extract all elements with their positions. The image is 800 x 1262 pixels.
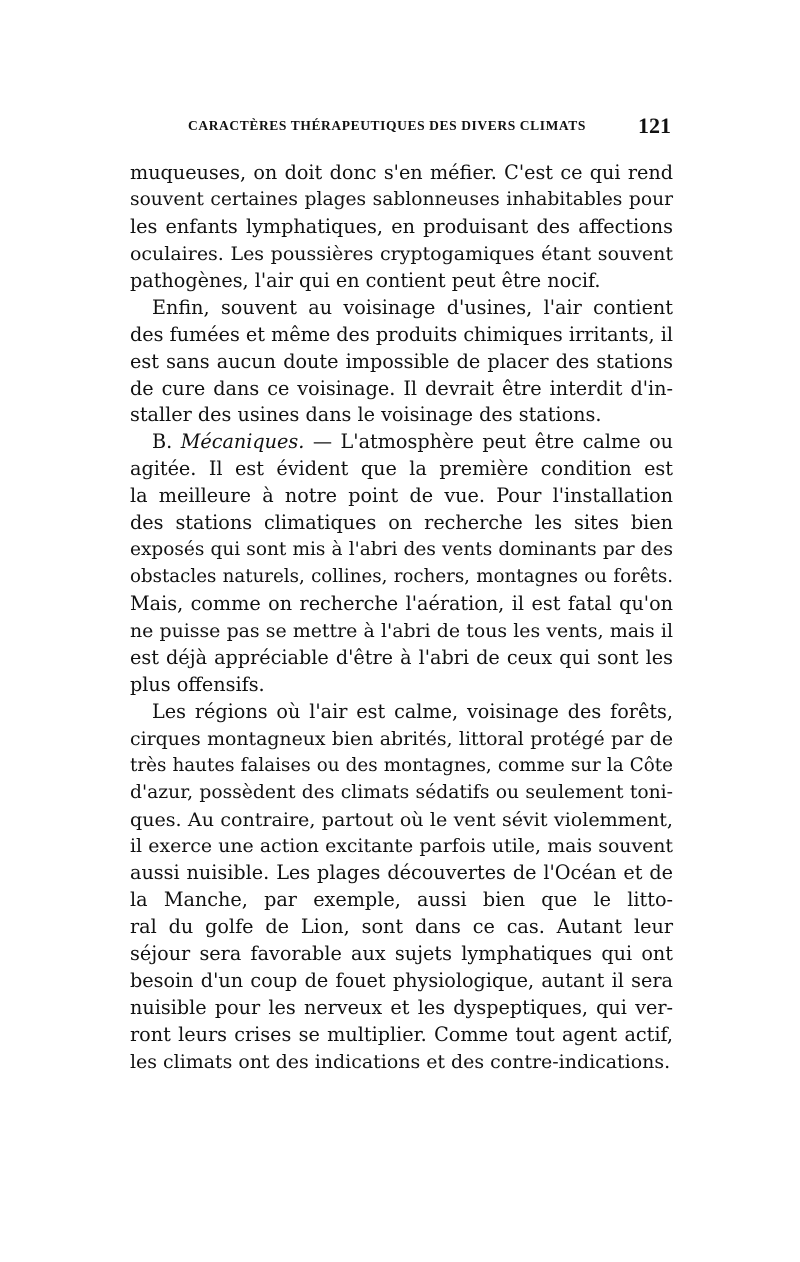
- text-line: Mais, comme on recherche l'aération, il est fatal qu'on: [130, 592, 673, 615]
- text-line: exposés qui sont mis à l'abri des vents dominants par des: [130, 539, 673, 561]
- text-line: Enfin, souvent au voisinage d'usines, l'air contient: [152, 295, 673, 319]
- text-line: nuisible pour les nerveux et les dyspeptiques, qui ver-: [130, 996, 673, 1020]
- text-line: obstacles naturels, collines, rochers, montagnes ou forêts.: [130, 566, 673, 588]
- text-line: souvent certaines plages sablonneuses inhabitables pour: [130, 188, 673, 210]
- text-line: pathogènes, l'air qui en contient peut être nocif.: [130, 268, 601, 292]
- text-line: ne puisse pas se mettre à l'abri de tous les vents, mais il: [130, 619, 673, 642]
- page-number: 121: [638, 113, 671, 138]
- text-line: de cure dans ce voisinage. Il devrait être interdit d'in-: [130, 376, 673, 400]
- text-line: ral du golfe de Lion, sont dans ce cas. Autant leur: [130, 915, 673, 939]
- text-line: cirques montagneux bien abrités, littoral protégé par de: [130, 727, 673, 750]
- body-text: [130, 160, 673, 1076]
- text-line: des stations climatiques on recherche les sites bien: [130, 511, 673, 535]
- text-line: est sans aucun doute impossible de placer des stations: [130, 349, 673, 373]
- section-line-text: — L'atmosphère peut être calme ou: [304, 430, 673, 454]
- paragraph-2: [130, 295, 673, 430]
- running-header: [130, 114, 673, 140]
- text-line: oculaires. Les poussières cryptogamiques étant souvent: [130, 242, 673, 265]
- text-line: aussi nuisible. Les plages découvertes de l'Océan et de: [130, 861, 673, 885]
- text-line: plus offensifs.: [130, 672, 265, 696]
- text-line: staller des usines dans le voisinage des stations.: [130, 403, 602, 427]
- section-label: B.: [152, 430, 181, 454]
- text-line: muqueuses, on doit donc s'en méfier. C'est ce qui rend: [130, 161, 673, 184]
- text-line: besoin d'un coup de fouet physiologique, autant il sera: [130, 969, 673, 993]
- text-line: très hautes falaises ou des montagnes, comme sur la Côte: [130, 754, 673, 776]
- text-line: la Manche, par exemple, aussi bien que le litto-: [130, 888, 673, 912]
- text-line: ques. Au contraire, partout où le vent sévit violemment,: [130, 808, 673, 831]
- paragraph-3: [130, 429, 673, 698]
- paragraph-1: [130, 160, 673, 295]
- text-line: ront leurs crises se multiplier. Comme tout agent actif,: [130, 1023, 673, 1046]
- section-heading-line: [130, 429, 673, 456]
- text-line: il exerce une action excitante parfois utile, mais souvent: [130, 835, 673, 858]
- text-line: les enfants lymphatiques, en produisant des affections: [130, 214, 673, 238]
- text-line: les climats ont des indications et des contre-indications.: [130, 1050, 671, 1073]
- text-line: la meilleure à notre point de vue. Pour l'installation: [130, 484, 673, 508]
- book-page: [130, 114, 673, 1076]
- text-line: séjour sera favorable aux sujets lymphatiques qui ont: [130, 942, 673, 966]
- paragraph-4: [130, 699, 673, 1076]
- text-line: d'azur, possèdent des climats sédatifs ou seulement toni-: [130, 781, 673, 803]
- running-header-title: CARACTÈRES THÉRAPEUTIQUES DES DIVERS CLIMATS: [188, 118, 586, 133]
- section-title: Mécaniques.: [180, 430, 305, 454]
- text-line: est déjà appréciable d'être à l'abri de ceux qui sont les: [130, 645, 673, 669]
- text-line: agitée. Il est évident que la première condition est: [130, 457, 673, 481]
- text-line: Les régions où l'air est calme, voisinage des forêts,: [152, 699, 673, 723]
- text-line: des fumées et même des produits chimiques irritants, il: [130, 322, 673, 346]
